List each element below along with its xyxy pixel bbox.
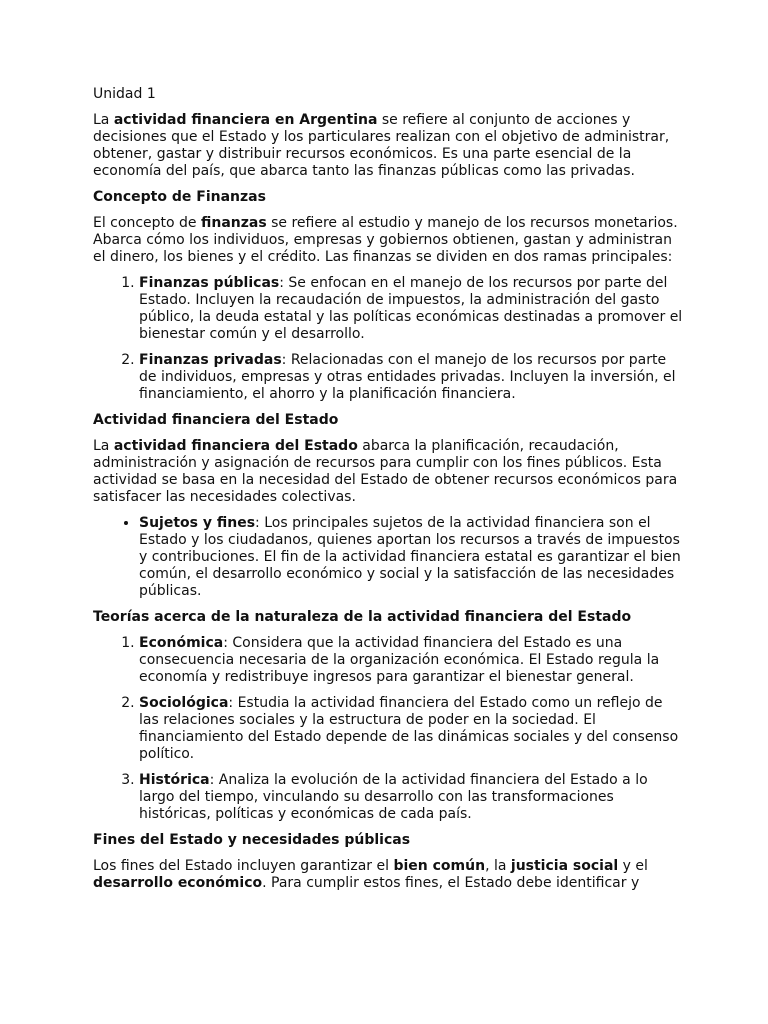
fines-text-4: . Para cumplir estos fines, el Estado debe identificar y (262, 875, 640, 891)
list-item-term: Sujetos y fines (139, 515, 256, 531)
section-heading-teorias: Teorías acerca de la naturaleza de la actividad financiera del Estado (93, 609, 632, 625)
list-item-term: Histórica (139, 772, 210, 788)
list-item (139, 772, 683, 823)
fines-paragraph (93, 858, 683, 892)
list-item (139, 515, 683, 600)
list-item-term: Finanzas públicas (139, 275, 280, 291)
fines-text-2: , la (485, 858, 511, 874)
fines-bold-bien-comun: bien común (393, 858, 486, 874)
teorias-list (93, 635, 683, 823)
intro-bold-term: actividad financiera en Argentina (113, 112, 378, 128)
list-item-term: Económica (139, 635, 224, 651)
list-item-text: : Estudia la actividad financiera del Estado como un reflejo de las relaciones sociales y la estructura de poder en la sociedad. El financiamiento del Estado depende de las dinámicas sociales y del consenso político. (139, 695, 679, 762)
intro-text-post: se refiere al conjunto de acciones y decisiones que el Estado y los particulares realizan con el objetivo de administrar, obtener, gastar y distribuir recursos económicos. Es una parte esencial de la economía del país, que abarca tanto las finanzas públicas como las privadas. (93, 112, 670, 179)
actividad-text-pre: La (93, 438, 114, 454)
section-heading-fines-estado: Fines del Estado y necesidades públicas (93, 832, 411, 848)
list-item-term: Sociológica (139, 695, 229, 711)
list-item (139, 635, 683, 686)
finanzas-paragraph (93, 215, 683, 266)
list-item (139, 275, 683, 343)
fines-text-1: Los fines del Estado incluyen garantizar el (93, 858, 394, 874)
list-item-text: : Considera que la actividad financiera del Estado es una consecuencia necesaria de la organización económica. El Estado regula la economía y redistribuye ingresos para garantizar el bienestar general. (139, 635, 660, 685)
fines-text-3: y el (618, 858, 648, 874)
unit-title: Unidad 1 (93, 86, 156, 102)
finanzas-text-post: se refiere al estudio y manejo de los recursos monetarios. Abarca cómo los individuos, empresas y gobiernos obtienen, gastan y administran el dinero, los bienes y el crédito. Las finanzas se dividen en dos ramas principales: (93, 215, 678, 265)
list-item-text: : Se enfocan en el manejo de los recursos por parte del Estado. Incluyen la recaudación de impuestos, la administración del gasto público, la deuda estatal y las políticas económicas destinadas a promover el bienestar común y el desarrollo. (139, 275, 683, 342)
actividad-estado-paragraph (93, 438, 683, 506)
document-page (93, 86, 683, 901)
intro-text-pre: La (93, 112, 114, 128)
fines-bold-desarrollo: desarrollo económico (93, 875, 263, 891)
finanzas-text-pre: El concepto de (93, 215, 201, 231)
actividad-text-post: abarca la planificación, recaudación, administración y asignación de recursos para cumplir con los fines públicos. Esta actividad se basa en la necesidad del Estado de obtener recursos económicos para satisfacer las necesidades colectivas. (93, 438, 678, 505)
section-heading-concepto-finanzas: Concepto de Finanzas (93, 189, 266, 205)
list-item-text: : Relacionadas con el manejo de los recursos por parte de individuos, empresas y otras entidades privadas. Incluyen la inversión, el financiamiento, el ahorro y la planificación financiera. (139, 352, 676, 402)
intro-paragraph (93, 112, 683, 180)
list-item (139, 695, 683, 763)
list-item-text: : Analiza la evolución de la actividad financiera del Estado a lo largo del tiempo, vinculando su desarrollo con las transformaciones históricas, políticas y económicas de cada país. (139, 772, 648, 822)
list-item-term: Finanzas privadas (139, 352, 282, 368)
sujetos-bullet-list (93, 515, 683, 600)
list-item-text: : Los principales sujetos de la actividad financiera son el Estado y los ciudadanos, quienes aportan los recursos a través de impuestos y contribuciones. El fin de la actividad financiera estatal es garantizar el bien común, el desarrollo económico y social y la satisfacción de las necesidades públicas. (139, 515, 681, 599)
finanzas-types-list (93, 275, 683, 403)
finanzas-bold-term: finanzas (200, 215, 267, 231)
actividad-bold-term: actividad financiera del Estado (113, 438, 358, 454)
fines-bold-justicia-social: justicia social (510, 858, 619, 874)
section-heading-actividad-estado: Actividad financiera del Estado (93, 412, 339, 428)
list-item (139, 352, 683, 403)
